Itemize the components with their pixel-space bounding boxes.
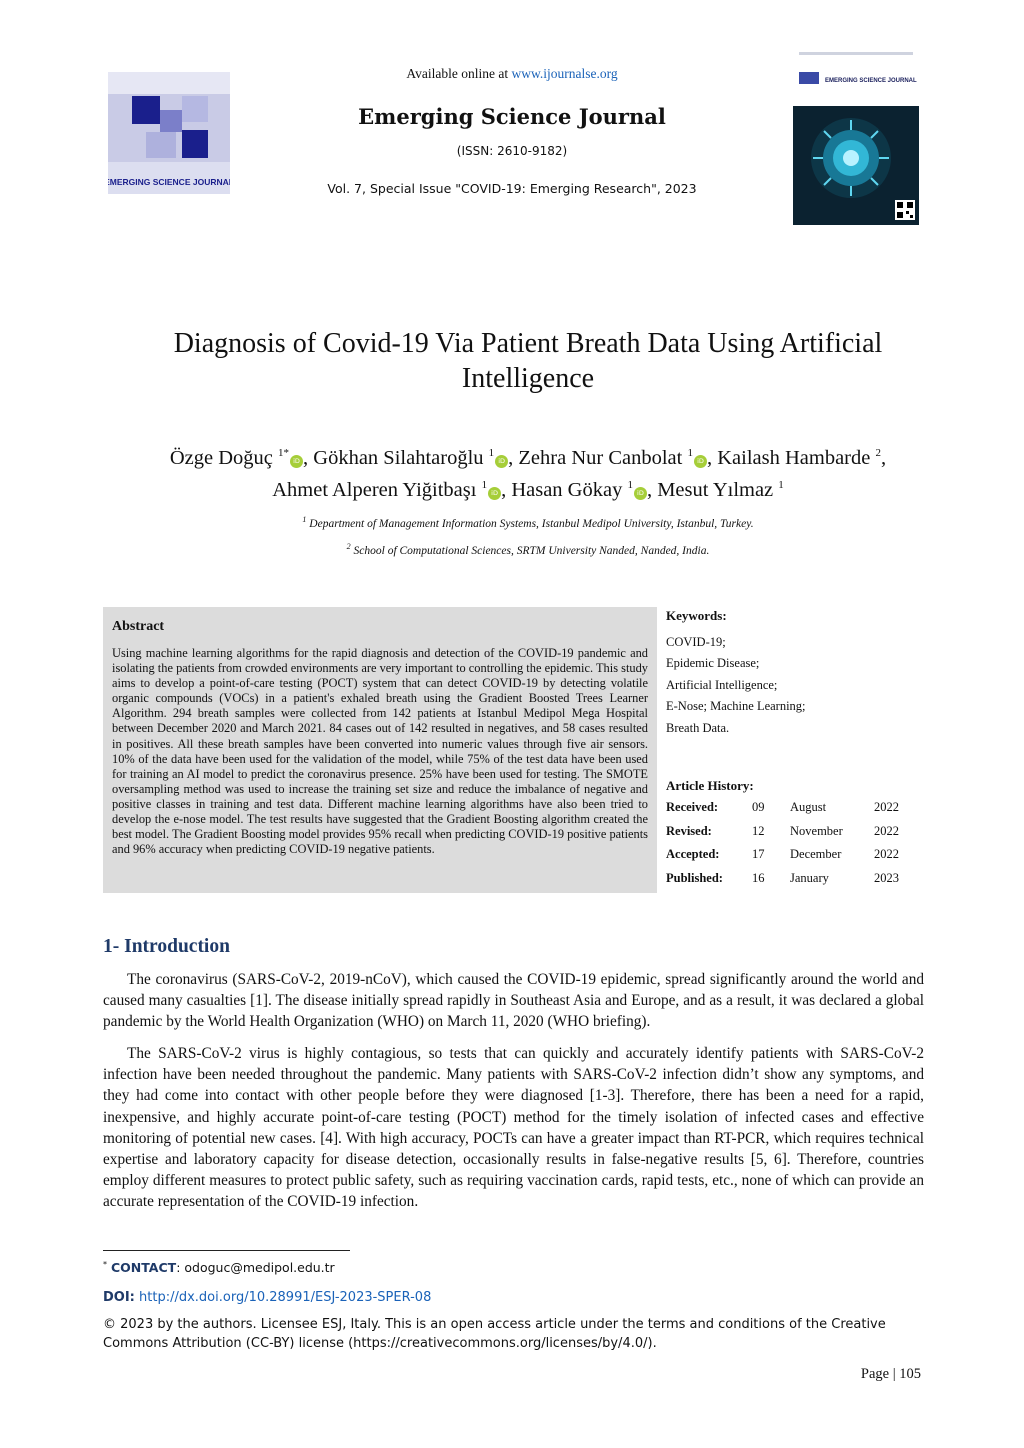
orcid-icon[interactable]: iD (694, 455, 707, 468)
intro-paragraph: The SARS-CoV-2 virus is highly contagious, so tests that can quickly and accurately identify patients with SARS-CoV-2 infection have been needed throughout the pandemic. Many patients with SARS-CoV-2 infection didn’t show any symptoms, and they had come into contact with other people before they were diagnosed [1-3]. Therefore, there has been a need for a rapid, inexpensive, and highly accurate point-of-care testing (POCT) method for the timely isolation of infected cases and effective monitoring of potential new cases. [4]. With high accuracy, POCTs can have a greater impact than RT-PCR, which requires technical expertise and laboratory capacity for disease detection, occasionally results in false-negative results [5, 6]. Therefore, countries employ different measures to protect public safety, such as requiring vaccination cards, rapid tests, etc., none of which can provide an accurate representation of the COVID-19 infection. (103, 1045, 924, 1211)
journal-cover-image (793, 50, 919, 225)
author-line (110, 440, 946, 472)
journal-url-link[interactable]: www.ijournalse.org (511, 66, 618, 81)
page-number: Page | 105 (860, 1366, 921, 1382)
doi-link[interactable]: http://dx.doi.org/10.28991/ESJ-2023-SPER-08 (139, 1290, 432, 1305)
keyword-item: COVID-19; (666, 635, 726, 649)
journal-title: Emerging Science Journal (358, 104, 666, 129)
abstract-heading: Abstract (112, 619, 165, 634)
journal-volume: Vol. 7, Special Issue "COVID-19: Emerging Research", 2023 (327, 181, 697, 196)
orcid-icon[interactable]: iD (495, 455, 508, 468)
history-row: Revised: 12 November 2022 (666, 823, 899, 838)
contact-footnote: * CONTACT: odoguc@medipol.edu.tr (103, 1260, 335, 1276)
journal-logo (108, 72, 230, 194)
author: Ahmet Alperen Yiğitbaşı $^1$iD , (272, 478, 512, 501)
paper-title (120, 326, 936, 396)
author: Kailash Hambarde $^2$, (717, 446, 887, 469)
affiliation: $^1$ Department of Management Information Systems, Istanbul Medipol University, Istanbul, Turkey. (302, 515, 754, 530)
keywords-heading: Keywords: (666, 608, 727, 623)
affiliation: $^2$ School of Computational Sciences, SRTM University Nanded, Nanded, India. (346, 542, 710, 557)
keyword-item: E-Nose; Machine Learning; (666, 699, 806, 714)
author: Zehra Nur Canbolat $^1$iD , (518, 446, 718, 469)
keyword-item: Artificial Intelligence; (666, 677, 778, 692)
abstract-box (103, 607, 657, 893)
author: Mesut Yılmaz $^1$ (657, 478, 784, 501)
history-row: Published: 16 January 2023 (666, 870, 899, 885)
orcid-icon[interactable]: iD (290, 455, 303, 468)
orcid-icon[interactable]: iD (488, 487, 501, 500)
contact-email: : odoguc@medipol.edu.tr (176, 1260, 335, 1276)
cover-text: EMERGING SCIENCE JOURNAL (825, 78, 917, 84)
keyword-item: Breath Data. (666, 720, 730, 735)
history-row: Accepted: 17 December 2022 (666, 847, 899, 862)
author-list (110, 440, 946, 504)
author: Özge Doğuç $^{1*}$iD , (169, 446, 314, 469)
article-history-heading: Article History: (666, 778, 754, 793)
intro-paragraph: The coronavirus (SARS-CoV-2, 2019-nCoV), which caused the COVID-19 epidemic, spread significantly around the world and caused many casualties [1]. The disease initially spread rapidly in Southeast Asia and Europe, and as a result, it was declared a global pandemic by the World Health Organization (WHO) on March 11, 2020 (WHO briefing). (103, 971, 924, 1031)
logo-text: EMERGING SCIENCE JOURNAL (108, 177, 230, 187)
article-history (666, 800, 916, 894)
history-row: Received: 09 August 2022 (666, 800, 899, 814)
orcid-icon[interactable]: iD (634, 487, 647, 500)
author: Gökhan Silahtaroğlu $^1$iD , (313, 446, 519, 469)
keywords-list (666, 632, 806, 739)
doi-line: DOI: http://dx.doi.org/10.28991/ESJ-2023-SPER-08 (103, 1290, 432, 1305)
journal-issn: (ISSN: 2610-9182) (456, 144, 568, 158)
paper-title-line: Diagnosis of Covid-19 Via Patient Breath Data Using Artificial (173, 328, 883, 359)
keyword-item: Epidemic Disease; (666, 656, 760, 671)
footnote-divider (103, 1250, 350, 1251)
abstract-text: Using machine learning algorithms for the rapid diagnosis and detection of the COVID-19 pandemic and isolating the patients from crowded environments are very important to controlling the epidemic. This study aims to develop a point-of-care testing (POCT) system that can detect COVID-19 by detecting volatile organic compounds (VOCs) in a patient's exhaled breath using the Gradient Boosted Trees Learner Algorithm. 294 breath samples were collected from 142 patients at Istanbul Medipol Mega Hospital between December 2020 and March 2021. 84 cases out of 142 resulted in negatives, and 58 cases resulted in positives. All these breath samples have been converted into numeric values through five air sensors. 10% of the data have been used for the validation of the model, while 75% of the test data have been used for training an AI model to predict the coronavirus presence. 25% have been used for testing. The SMOTE oversampling method was used to increase the training set size and reduce the imbalance of negative and positive classes in training and test data. Different machine learning algorithms have also been tried to develop the e-nose model. The test results have suggested that the Gradient Boosting algorithm created the best model. The Gradient Boosting model provides 95% recall when predicting COVID-19 positive patients and 96% accuracy when predicting COVID-19 negative patients. (112, 646, 648, 857)
author-line (110, 472, 946, 504)
license-text: © 2023 by the authors. Licensee ESJ, Italy. This is an open access article under the terms and conditions of the Creative Commons Attribution (CC-BY) license (https://creativecommons.org/licenses/by/4.0/). (103, 1317, 886, 1351)
author: Hasan Gökay $^1$iD , (511, 478, 658, 501)
paper-title-line: Intelligence (461, 363, 595, 394)
section-heading: 1- Introduction (103, 936, 230, 957)
available-online: Available online at www.ijournalse.org (406, 66, 618, 81)
